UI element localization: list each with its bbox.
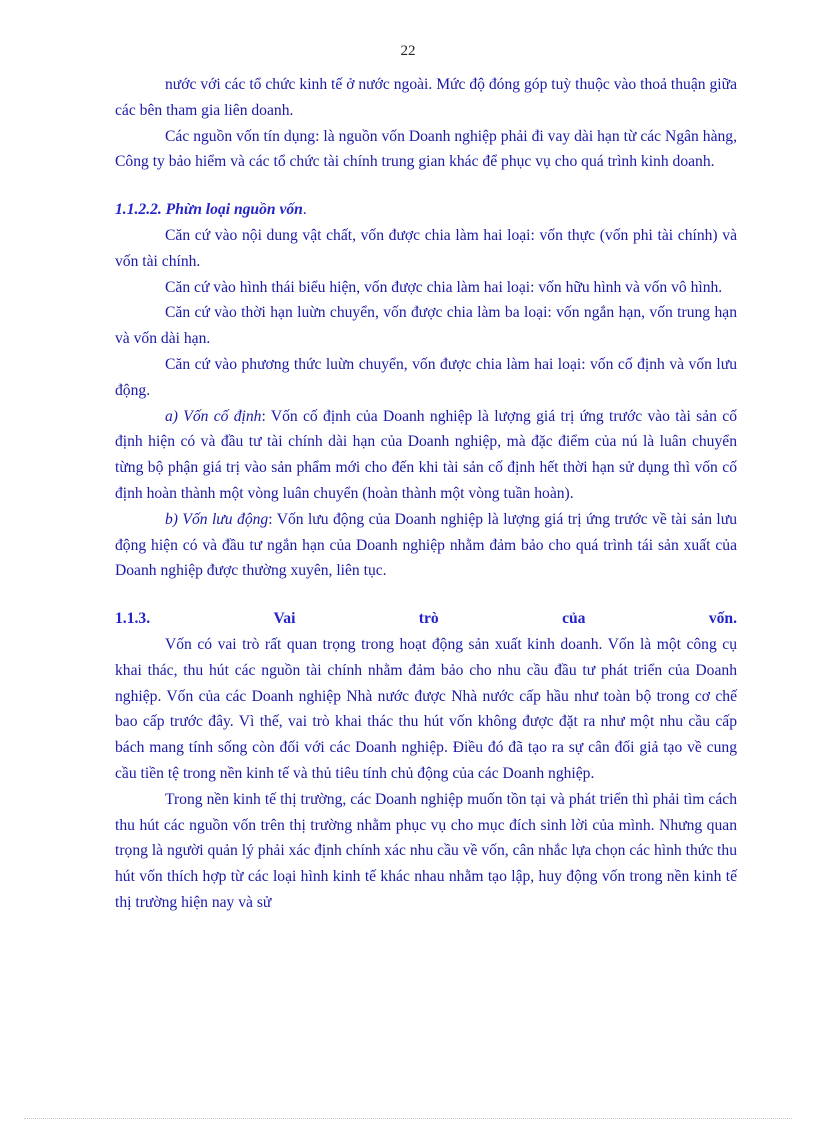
page-number: 22 — [400, 43, 416, 59]
paragraph-market-economy: Trong nền kinh tế thị trường, các Doanh nghiệp muốn tồn tại và phát triển thì phải tìm cách thu hút các nguồn vốn trên thị trường nhằm phục vụ cho mục đích sinh lời của mình. Nhưng quan trọng là người quản lý phải xác định chính xác nhu cầu về vốn, cân nhắc lựa chọn các hình thức thu hút vốn thích hợp từ các loại hình kinh tế khác nhau nhằm tạo lập, huy động vốn trong nền kinh tế thị trường hiện nay và sử — [115, 790, 737, 911]
spacer — [115, 175, 737, 197]
paragraph-working-capital — [115, 507, 737, 584]
page-bottom-divider — [24, 1118, 792, 1119]
section-heading-text: 1.1.2.2. Phừn loại nguồn vốn — [115, 201, 303, 219]
heading-word: Vai — [273, 610, 296, 628]
section-heading-role-of-capital — [115, 606, 737, 632]
working-capital-text: : Vốn lưu động của Doanh nghiệp là lượng giá trị ứng trước về tài sản lưu động hiện có và đầu tư ngắn hạn của Doanh nghiệp nhằm đảm bảo cho quá trình tái sản xuất của Doanh nghiệp được thường xuyên, liên tục. — [115, 510, 737, 580]
heading-word: của — [562, 610, 586, 628]
paragraph-material-content: Căn cứ vào nội dung vật chất, vốn được chia làm hai loại: vốn thực (vốn phi tài chính) và vốn tài chính. — [115, 226, 737, 270]
heading-word: 1.1.3. — [115, 610, 151, 628]
paragraph-manifestation-form: Căn cứ vào hình thái biểu hiện, vốn được chia làm hai loại: vốn hữu hình và vốn vô hình. — [165, 278, 723, 296]
paragraph-credit-capital: Các nguồn vốn tín dụng: là nguồn vốn Doanh nghiệp phải đi vay dài hạn từ các Ngân hàng, Công ty bảo hiểm và các tổ chức tài chính trung gian khác để phục vụ cho quá trình kinh doanh. — [115, 127, 737, 171]
paragraph-role-of-capital: Vốn có vai trò rất quan trọng trong hoạt động sản xuất kinh doanh. Vốn là một công cụ khai thác, thu hút các nguồn tài chính nhằm đảm bảo cho nhu cầu đầu tư phát triển của Doanh nghiệp. Vốn của các Doanh nghiệp Nhà nước được Nhà nước cấp hầu như toàn bộ trong cơ chế bao cấp trước đây. Vì thế, vai trò khai thác thu hút vốn không được đặt ra như một nhu cầu cấp bách mang tính sống còn đối với các Doanh nghiệp. Điều đó đã tạo ra sự cân đối giả tạo về cung cầu tiền tệ trong nền kinh tế và thủ tiêu tính chủ động của các Doanh nghiệp. — [115, 635, 737, 782]
paragraph-circulation-method: Căn cứ vào phương thức luừn chuyển, vốn được chia làm hai loại: vốn cố định và vốn lưu động. — [115, 355, 737, 399]
fixed-capital-text: : Vốn cố định của Doanh nghiệp là lượng giá trị ứng trước vào tài sản cố định hiện có và đầu tư tài chính dài hạn của Doanh nghiệp, mà đặc điểm của nú là luân chuyển từng bộ phận giá trị vào sản phẩm mới cho đến khi tài sản cố định hết thời hạn sử dụng thì vốn cố định hoàn thành một vòng luân chuyển (hoàn thành một vòng tuần hoàn). — [115, 407, 737, 502]
document-body — [115, 72, 737, 916]
paragraph-joint-venture: nước với các tổ chức kinh tế ở nước ngoài. Mức độ đóng góp tuỳ thuộc vào thoả thuận giữa các bên tham gia liên doanh. — [115, 76, 737, 119]
heading-word: vốn. — [708, 610, 737, 628]
working-capital-label: b) Vốn lưu động — [165, 510, 269, 528]
heading-word: trò — [418, 610, 439, 628]
spacer — [115, 584, 737, 606]
section-heading-capital-classification — [115, 197, 737, 223]
fixed-capital-label: a) Vốn cố định — [165, 407, 262, 425]
section-heading-suffix: . — [302, 201, 307, 219]
paragraph-fixed-capital — [115, 404, 737, 507]
paragraph-circulation-period: Căn cứ vào thời hạn luừn chuyển, vốn được chia làm ba loại: vốn ngắn hạn, vốn trung hạn và vốn dài hạn. — [115, 304, 737, 348]
